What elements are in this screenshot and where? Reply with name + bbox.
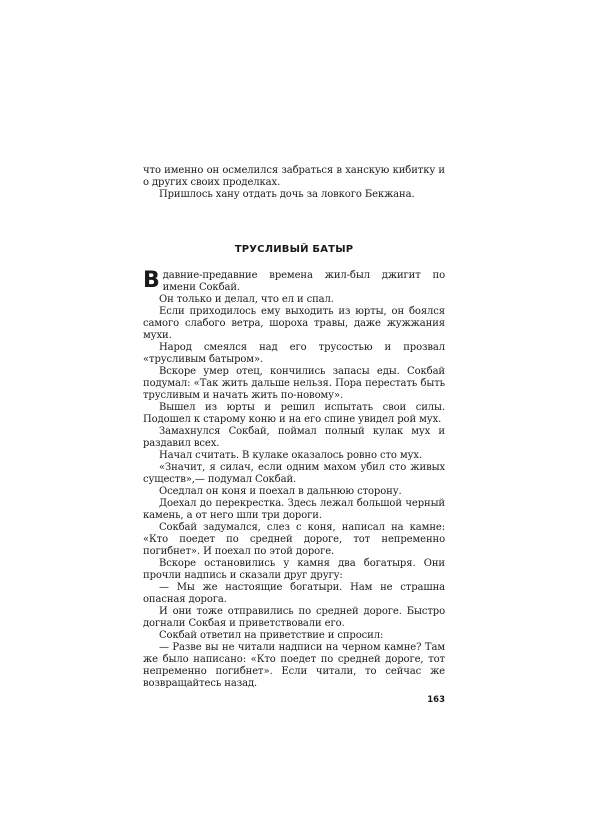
previous-story-ending [143,165,445,201]
paragraph: Сокбай ответил на приветствие и спросил: [159,630,384,641]
paragraph: Он только и делал, что ел и спал. [159,294,334,305]
paragraph: Пришлось хану отдать дочь за ловкого Бекжана. [159,189,415,200]
story-title: ТРУСЛИВЫЙ БАТЫР [234,244,354,255]
story-body [143,270,445,690]
paragraph: «Значит, я силач, если одним махом убил сто живых существ»,— подумал Сокбай. [143,462,445,485]
first-paragraph-text: давние-предавние времена жил-был джигит по имени Сокбай. [162,270,445,293]
paragraph: что именно он осмелился забраться в ханскую кибитку и о других своих проделках. [143,165,445,188]
paragraph: Если приходилось ему выходить из юрты, он боялся самого слабого ветра, шороха травы, даже жужжания мухи. [143,306,445,341]
paragraph: Народ смеялся над его трусостью и прозвал «трусливым батыром». [143,342,445,365]
paragraph: Начал считать. В кулаке оказалось ровно сто мух. [159,450,422,461]
paragraph: Доехал до перекрестка. Здесь лежал большой черный камень, а от него шли три дороги. [143,498,445,521]
paragraph: Вышел из юрты и решил испытать свои силы. Подошел к старому коню и на его спине увидел рой мух. [143,402,445,425]
paragraph: И они тоже отправились по средней дороге. Быстро догнали Сокбая и приветствовали его. [143,606,445,629]
paragraph: — Разве вы не читали надписи на черном камне? Там же было написано: «Кто поедет по средней дороге, тот непременно погибнет». Если читали, то сейчас же возвращайтесь назад. [143,642,445,689]
paragraph: — Мы же настоящие богатыри. Нам не страшна опасная дорога. [143,582,445,605]
drop-cap: В [143,268,160,293]
paragraph: Вскоре остановились у камня два богатыря. Они прочли надпись и сказали друг другу: [143,558,445,581]
paragraph: Вскоре умер отец, кончились запасы еды. Сокбай подумал: «Так жить дальше нельзя. Пора перестать быть трусливым и начать жить по-новому». [143,366,445,401]
page-number: 163 [427,695,445,705]
first-paragraph [143,270,445,294]
paragraph: Замахнулся Сокбай, поймал полный кулак мух и раздавил всех. [143,426,445,449]
paragraph: Сокбай задумался, слез с коня, написал на камне: «Кто поедет по средней дороге, тот непременно погибнет». И поехал по этой дороге. [143,522,445,557]
paragraph: Оседлал он коня и поехал в дальнюю сторону. [159,486,402,497]
